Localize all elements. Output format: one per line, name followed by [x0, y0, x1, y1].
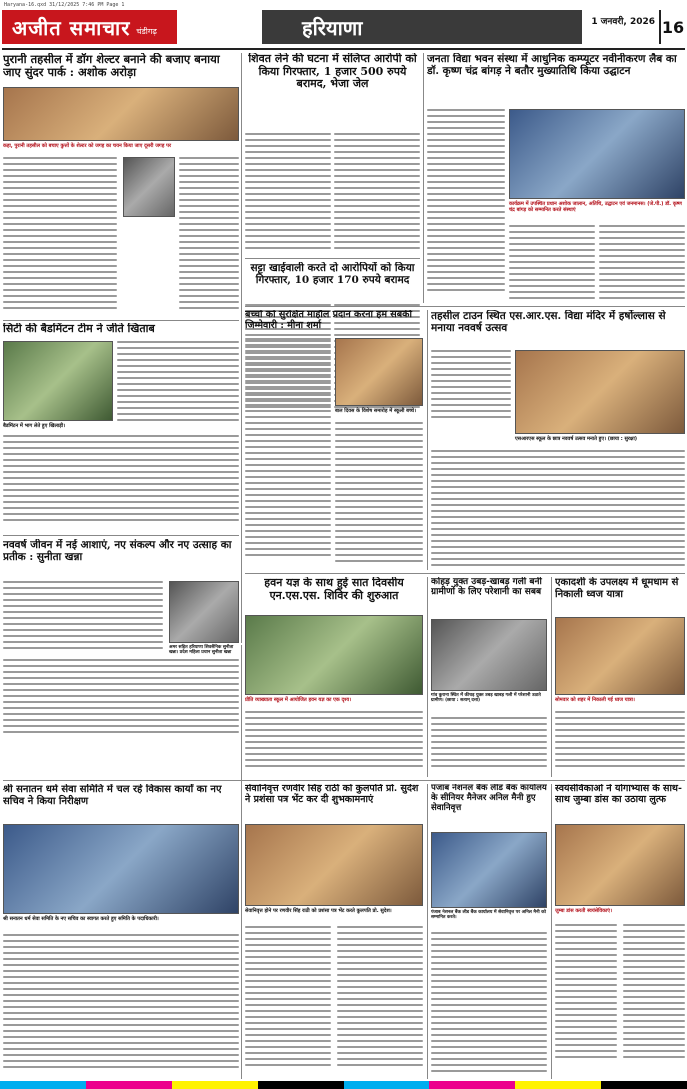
issue-date: 1 जनवरी, 2026 [591, 17, 655, 27]
headline: बच्चों को सुरक्षित माहौल प्रदान करना हम सबकी जिम्मेवारी : मीना शर्मा [245, 310, 412, 331]
headline: हवन यज्ञ के साथ हुई सात दिवसीय एन.एस.एस. शिविर की शुरुआत [264, 577, 404, 602]
headline: शिवत लेने की घटना में संलिप्त आरोपी को किया गिरफ्तार, 1 हजार 500 रुपये बरामद, भेजा जेल [248, 53, 417, 91]
article-retirement-rathi [245, 784, 423, 1079]
article-body-text [599, 225, 685, 303]
article-body-text [245, 338, 331, 560]
headline: सट्टा खाईवाली करते दो आरोपियों को किया गिरफ्तार, 10 हजार 170 रुपये बरामद [250, 262, 415, 287]
article-body-text [3, 659, 239, 737]
headline: तहसील टाउन स्थित एस.आर.एस. विद्या मंदिर में हर्षोल्लास से मनाया नववर्ष उत्सव [431, 310, 666, 335]
article-photo [3, 824, 239, 914]
color-registration-strip [0, 1081, 687, 1089]
headline: पंजाब नेशनल बैंक लीड बैंक कार्यालय के सीनियर मैनेजर अनिल मैनी हुए सेवानिवृत्त [431, 784, 547, 813]
article-photo [555, 617, 685, 695]
column-divider [427, 784, 428, 1079]
photo-caption: सेवानिवृत्त होने पर रणवीर सिंह राठी को प्रशंसा पत्र भेंट करते कुलपति प्रो. सुदेश। [245, 908, 392, 914]
column-divider [241, 784, 242, 1079]
article-body-text [245, 711, 423, 771]
section-divider [245, 306, 685, 307]
newspaper-logo [2, 10, 177, 44]
article-body-text [337, 926, 423, 1070]
article-body-text [179, 157, 239, 313]
headline: श्री सनातन धर्म सेवा समिति में चल रहे विकास कार्यों का नए सचिव ने किया निरीक्षण [3, 784, 222, 807]
photo-caption: कहा, पुरानी तहसील को बचाए कुत्तों के शेल्टर को जगह का चयन किया जाए दूसरी जगह पर [3, 143, 172, 149]
photo-caption: प्रीति व्याख्याता स्कूल में आयोजित हवन यज्ञ का एक दृश्य। [245, 697, 352, 703]
photo-caption: सोमवार को शहर में निकाली गई ध्वज यात्रा। [555, 697, 635, 703]
article-body-text [431, 717, 547, 771]
article-body-text [427, 109, 505, 295]
article-photo [555, 824, 685, 906]
article-photo [431, 832, 547, 908]
headline: एकादशी के उपलक्ष्य में धूमधाम से निकाली ध्वज यात्रा [555, 577, 679, 600]
headline: नववर्ष जीवन में नई आशाएं, नए संकल्प और नए उत्साह का प्रतीक : सुनीता खन्ना [3, 539, 232, 564]
article-body-text [623, 924, 685, 1062]
article-ekadashi-yatra [555, 577, 685, 777]
article-body-text [431, 450, 685, 570]
column-divider [551, 784, 552, 1079]
article-body-text [117, 341, 239, 425]
article-new-year-resolution [3, 539, 239, 739]
article-body-text [431, 350, 511, 422]
article-body-text [3, 581, 163, 653]
headline: पुरानी तहसील में डॉग शेल्टर बनाने की बजाए बनाया जाए सुंदर पार्क : अशोक अरोड़ा [3, 53, 220, 80]
article-photo [245, 824, 423, 906]
article-body-text [245, 926, 331, 1070]
article-body-text [509, 225, 595, 303]
headline: सिटी की बैडमिंटन टीम ने जीते खिताब [3, 323, 155, 335]
page-number: 16 [659, 10, 685, 44]
article-photo [3, 341, 113, 421]
section-divider [245, 258, 420, 259]
photo-caption: कार्यक्रम में उपस्थित प्रधान अशोक जालान, अतिथि, उद्घाटन एवं जनमानस। (जे.पी.) डॉ. कृष्ण चंद्र बांगड़ को सम्मानित करते संस्थाएं [509, 201, 682, 213]
photo-caption: पंजाब नेशनल बैंक लीड बैंक कार्यालय में सेवानिवृत्त पर अनिल मैनी को सम्मानित करते। [431, 910, 546, 921]
masthead [2, 10, 685, 50]
photo-caption: बाल दिवस के विशेष समारोह में स्कूली बच्चे। [335, 408, 416, 414]
article-dog-shelter [3, 53, 239, 323]
article-body-text [3, 435, 239, 525]
photo-caption: गांव कुराना स्थित में कीचड़ युक्त उबड़ खाबड़ गली में परेशानी उठाते ग्रामीण। (छाया : सत्यम् दत्ता) [431, 693, 541, 704]
article-pnb [431, 784, 547, 1079]
photo-caption: अमर सहित हरियाणा शिवसैनिक सुनीता खन्ना। प्रदेश महिला प्रधान सुनीता खन्ना [169, 645, 234, 656]
section-divider [3, 320, 239, 321]
article-body-text [334, 133, 420, 253]
photo-caption: जुम्बा डांस करती स्वयंसेविकाएं। [555, 908, 612, 914]
article-body-text [555, 711, 685, 771]
article-computer-lab [427, 53, 685, 303]
article-body-text [3, 157, 117, 313]
article-zumba-yoga [555, 784, 685, 1079]
article-photo [515, 350, 685, 434]
article-body-text [555, 924, 617, 1062]
column-divider [241, 53, 242, 643]
article-photo [431, 619, 547, 691]
headline: जनता विद्या भवन संस्था में आधुनिक कम्प्यूटर नवीनीकरण लैब का डॉ. कृष्ण चंद्र बांगड़ ने बतौर मुख्यातिथि किया उद्घाटन [427, 53, 677, 78]
article-sanatan-dharam [3, 784, 239, 1079]
article-badminton [3, 323, 239, 528]
photo-caption: एसआरएस स्कूल के छात्र नववर्ष उत्सव मनाते हुए। (छाया : सुरक्षा) [515, 436, 638, 442]
column-divider [551, 577, 552, 777]
article-child-safety-body [245, 338, 423, 568]
photo-caption: श्री सनातन धर्म सेवा समिति के नए सचिव का स्वागत करते हुए समिति के पदाधिकारी। [3, 916, 159, 922]
article-bribe-arrest [245, 53, 420, 253]
edition-city: चंडीगढ़ [136, 26, 157, 36]
article-body-text [3, 934, 239, 1072]
portrait-photo [169, 581, 239, 643]
article-photo [3, 87, 239, 141]
column-divider [427, 310, 428, 570]
section-divider [245, 573, 685, 574]
article-body-text [431, 932, 547, 1076]
headline: सेवानिवृत्त रणवीर सिंह राठी को कुलपति प्रो. सुदेश ने प्रशंसा पत्र भेंट कर दी शुभकामनाएं [245, 784, 419, 805]
article-body-text [335, 422, 423, 566]
column-divider [423, 53, 424, 303]
print-slug: Haryana-16.qxd 31/12/2025 7:46 PM Page 1 [4, 2, 125, 8]
article-photo [245, 615, 423, 695]
article-nss-camp-visible [245, 577, 423, 777]
headline: कोहड़ युक्त उबड़-खाबड़ गली बनी ग्रामीणों के लिए परेशानी का सबब [431, 577, 542, 598]
article-photo [509, 109, 685, 199]
article-kohad-lane [431, 577, 547, 777]
article-new-year-school [431, 310, 685, 570]
article-photo [335, 338, 423, 406]
section-title: हरियाणा [262, 10, 582, 44]
section-divider [3, 780, 685, 781]
article-body-text [245, 133, 331, 253]
section-divider [3, 535, 239, 536]
brand-name: अजीत समाचार [12, 15, 131, 40]
column-divider [427, 577, 428, 777]
headline: स्वयंसेविकाओं ने योगाभ्यास के साथ-साथ जुम्बा डांस का उठाया लुत्फ [555, 784, 682, 805]
photo-caption: बैडमिंटन में भाग लेते हुए खिलाड़ी। [3, 423, 66, 429]
portrait-photo [123, 157, 175, 217]
